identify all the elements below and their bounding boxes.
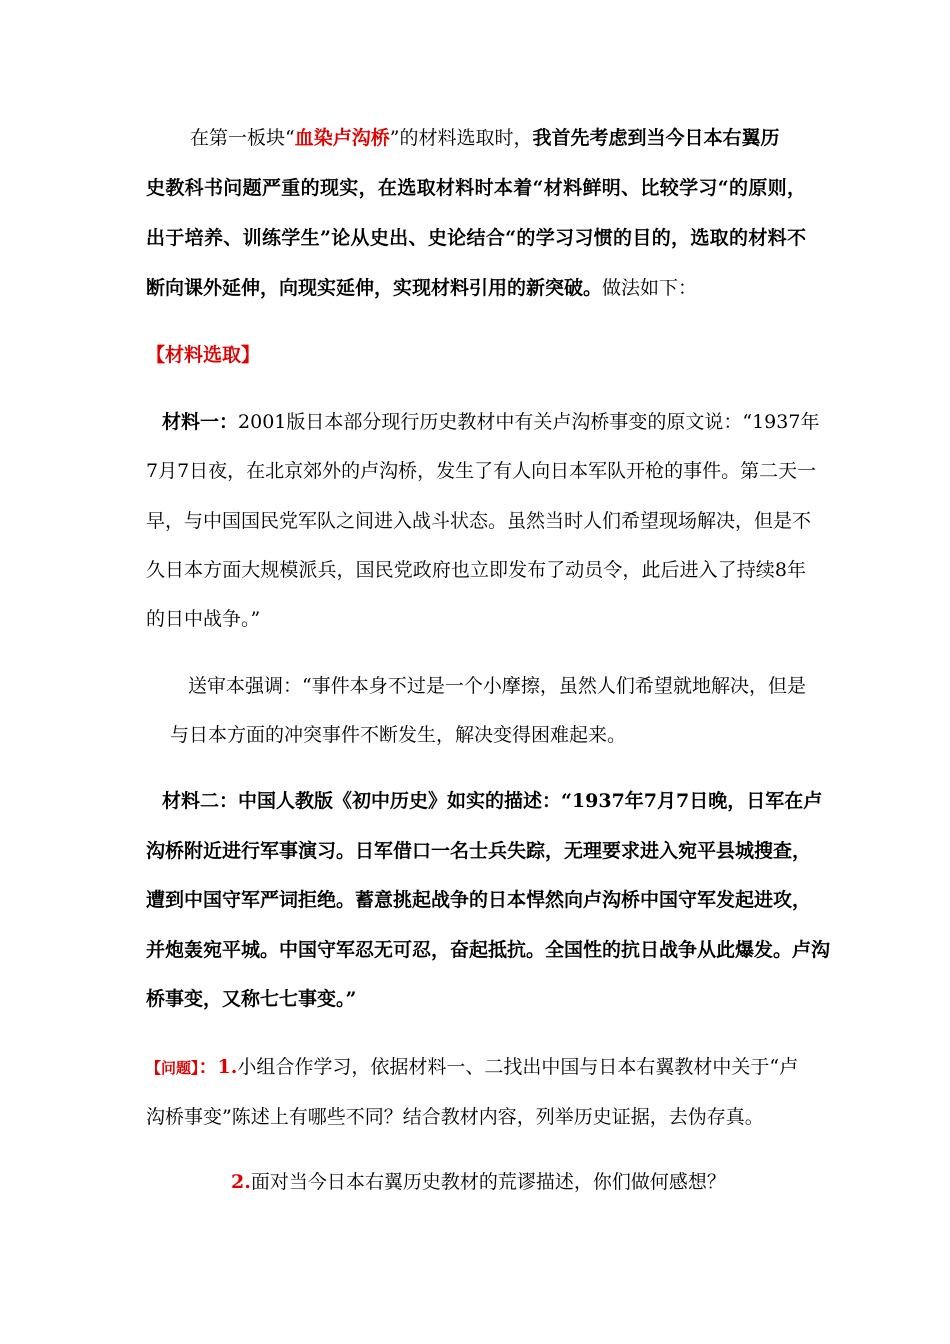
material2-line-2: 沟桥附近进行军事演习。日军借口一名士兵失踪，无理要求进入宛平县城搜查， — [146, 840, 812, 862]
material1-line-1 — [162, 410, 820, 434]
question-line-1 — [146, 1055, 806, 1080]
question-label: 【问题】 — [146, 1059, 199, 1077]
material2-line-1: 材料二：中国人教版《初中历史》如实的描述：“1937年7月7日晚，日军在卢 — [162, 790, 823, 812]
question-line-2: 沟桥事变”陈述上有哪些不同？结合教材内容，列举历史证据，去伪存真。 — [146, 1106, 764, 1128]
intro-bold-text: 断向课外延伸，向现实延伸，实现材料引用的新突破。 — [146, 277, 603, 299]
material1-line-2: 7月7日夜，在北京郊外的卢沟桥，发生了有人向日本军队开枪的事件。第二天一 — [146, 460, 817, 482]
material2-line-4: 并炮轰宛平城。中国守军忍无可忍，奋起抵抗。全国性的抗日战争从此爆发。卢沟 — [146, 939, 831, 961]
intro-line-4 — [146, 276, 697, 300]
section-title-highlight: 血染卢沟桥 — [294, 127, 390, 149]
intro-line-3: 出于培养、训练学生”论从史出、史论结合“的学习习惯的目的，选取的材料不 — [146, 227, 806, 249]
material1-label: 材料一： — [162, 411, 239, 433]
section-heading: 【材料选取】 — [146, 344, 261, 366]
question-number-1: 1. — [217, 1056, 238, 1078]
intro-line-1 — [190, 126, 779, 150]
material1-line-4: 久日本方面大规模派兵，国民党政府也立即发布了动员令，此后进入了持续8年 — [146, 559, 806, 581]
question-line-3 — [231, 1170, 726, 1194]
quote-line-1: 送审本强调：“事件本身不过是一个小摩擦，虽然人们希望就地解决，但是 — [188, 675, 806, 697]
intro-text: ”的材料选取时， — [389, 127, 533, 149]
question-colon: ： — [198, 1056, 218, 1078]
material2-line-3: 遭到中国守军严词拒绝。蓄意挑起战争的日本悍然向卢沟桥中国守军发起进攻， — [146, 889, 812, 911]
question-2-text: 面对当今日本右翼历史教材的荒谬描述，你们做何感想？ — [250, 1171, 726, 1193]
question-number-2: 2. — [231, 1171, 251, 1193]
question-1-text: 小组合作学习，依据材料一、二找出中国与日本右翼教材中关于“卢 — [237, 1056, 799, 1078]
material1-line-3: 早，与中国国民党军队之间进入战斗状态。虽然当时人们希望现场解决，但是不 — [146, 510, 812, 532]
quote-line-2: 与日本方面的冲突事件不断发生，解决变得困难起来。 — [170, 724, 627, 746]
material1-line-5: 的日中战争。” — [146, 608, 261, 630]
material1-text: 2001版日本部分现行历史教材中有关卢沟桥事变的原文说：“1937年 — [238, 411, 820, 433]
intro-text: 做法如下： — [602, 277, 698, 299]
intro-line-2: 史教科书问题严重的现实，在选取材料时本着“材料鲜明、比较学习“的原则， — [146, 177, 806, 199]
material2-line-5: 桥事变，又称七七事变。” — [146, 988, 357, 1010]
intro-text: 在第一板块“ — [190, 127, 295, 149]
intro-bold-text: 我首先考虑到当今日本右翼历 — [532, 127, 780, 149]
